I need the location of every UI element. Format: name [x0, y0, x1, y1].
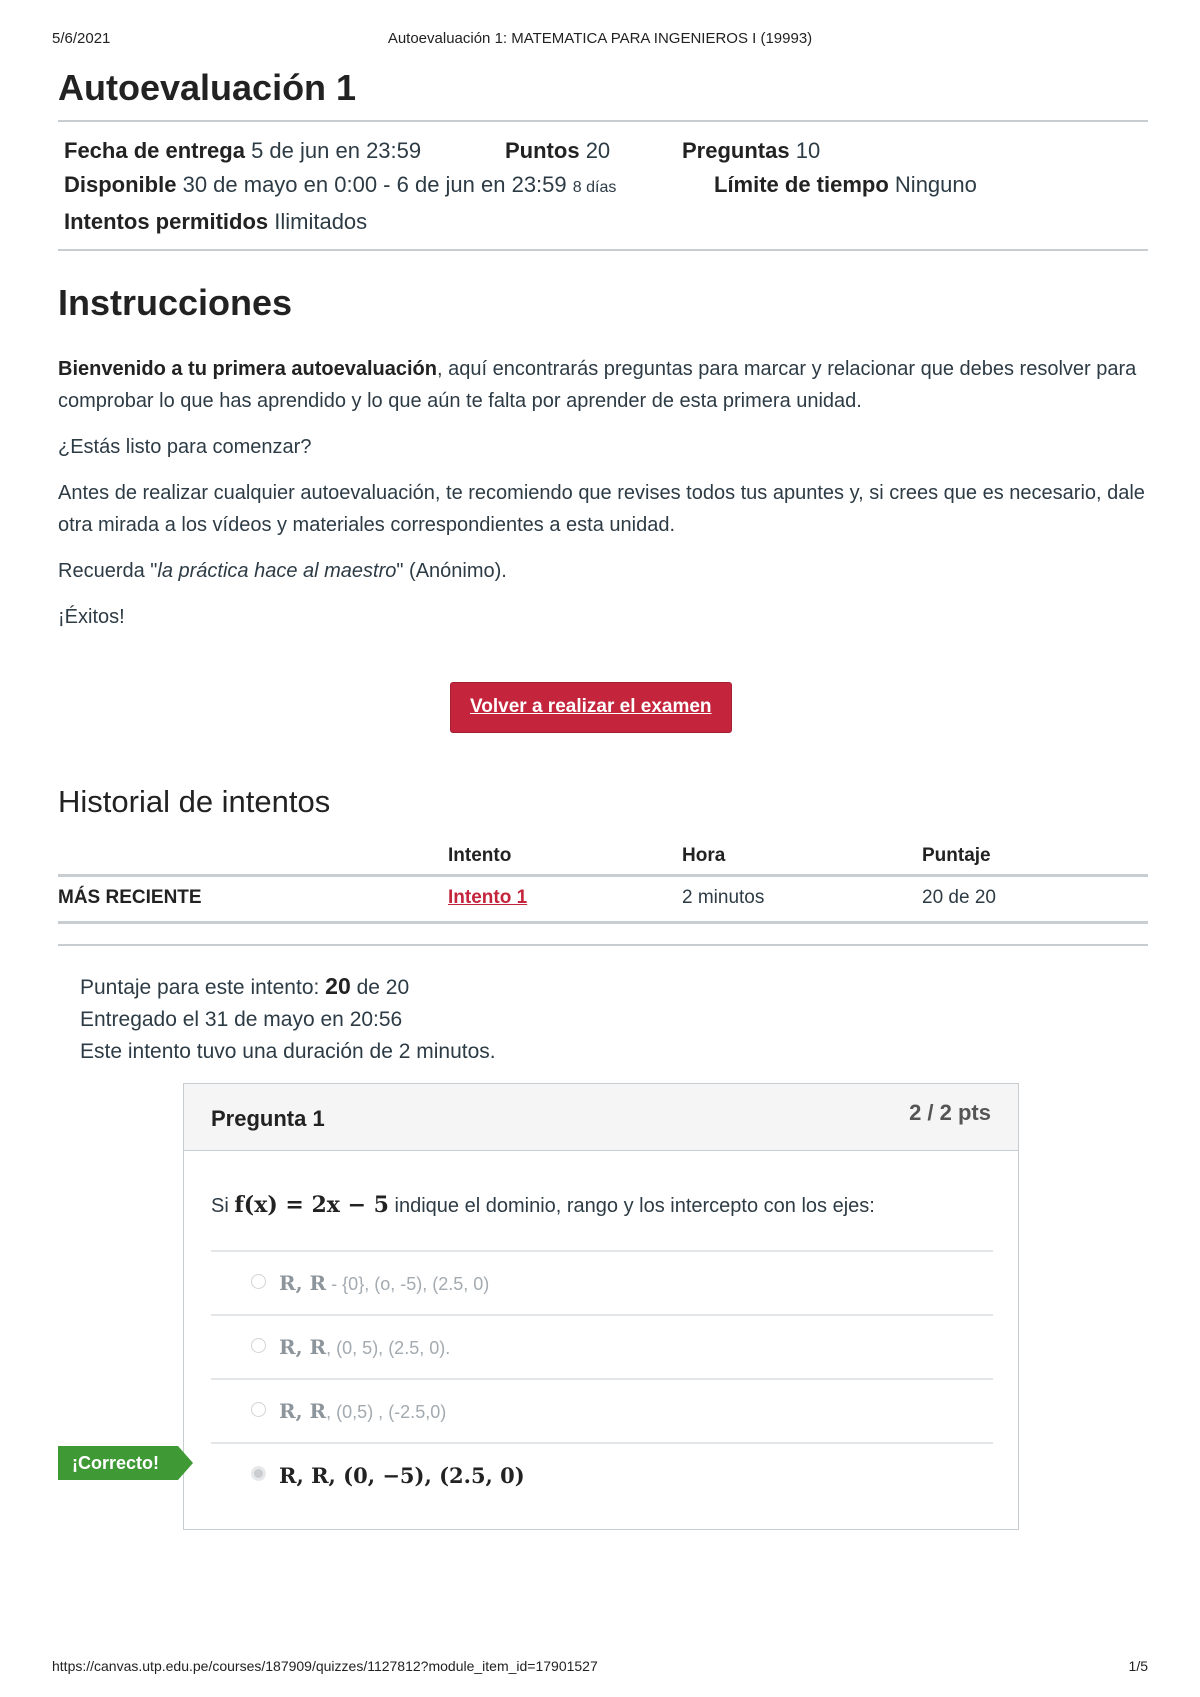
meta-row-2 [64, 168, 1142, 205]
allowed-attempts: Intentos permitidos Ilimitados [64, 209, 368, 234]
answer-option-selected[interactable] [211, 1442, 993, 1506]
quiz-content [58, 64, 1148, 647]
answer-text: R, R, (0,5) , (-2.5,0) [279, 1399, 447, 1423]
instructions-paragraph: Antes de realizar cualquier autoevaluación, te recomiendo que revises todos tus apuntes y, si crees que es necesario, dale otra mirada a los vídeos y materiales correspondientes a esta unidad. [58, 482, 1145, 536]
retake-container [450, 682, 732, 733]
divider [58, 249, 1148, 251]
divider [58, 944, 1148, 946]
question-points: 2 / 2 pts [909, 1100, 991, 1125]
quiz-details [58, 122, 1148, 249]
radio-button-selected[interactable] [251, 1466, 266, 1481]
attempt-score: Puntaje para este intento: 20 de 20 [80, 973, 410, 999]
column-header [58, 844, 448, 876]
score-cell: 20 de 20 [922, 876, 1148, 923]
question-formula: f(x) = 2x − 5 [234, 1192, 389, 1218]
row-label: MÁS RECIENTE [58, 876, 448, 923]
attempt-history-table [58, 844, 1148, 924]
print-footer [52, 1658, 1148, 1674]
column-header: Hora [682, 844, 922, 876]
instructions-paragraph: Recuerda "la práctica hace al maestro" (Anónimo). [58, 560, 507, 582]
history-title: Historial de intentos [58, 784, 331, 819]
page-title: Autoevaluación 1 [58, 67, 357, 108]
retake-quiz-button[interactable]: Volver a realizar el examen [450, 682, 732, 733]
points: Puntos 20 [505, 138, 611, 163]
answer-text: R, R - {0}, (o, -5), (2.5, 0) [279, 1271, 490, 1295]
radio-button[interactable] [251, 1338, 266, 1353]
attempt-submitted: Entregado el 31 de mayo en 20:56 [80, 1008, 403, 1031]
answer-option[interactable] [211, 1314, 993, 1378]
attempt-cell [448, 876, 682, 923]
meta-row-1 [64, 134, 1142, 168]
print-header [52, 30, 1148, 50]
answer-text: R, R, (0, −5), (2.5, 0) [279, 1463, 525, 1488]
print-url: https://canvas.utp.edu.pe/courses/187909/quizzes/1127812?module_item_id=17901527 [52, 1658, 598, 1674]
question-card [183, 1083, 1019, 1530]
instructions-paragraph: ¡Éxitos! [58, 606, 125, 628]
radio-button[interactable] [251, 1274, 266, 1289]
table-row [58, 876, 1148, 923]
answer-text: R, R, (0, 5), (2.5, 0). [279, 1335, 451, 1359]
instructions-title: Instrucciones [58, 282, 293, 323]
correct-label: ¡Correcto! [58, 1446, 178, 1480]
attempt-link[interactable]: Intento 1 [448, 887, 528, 908]
due-date: Fecha de entrega 5 de jun en 23:59 [64, 138, 422, 163]
page-number: 1/5 [1128, 1658, 1148, 1674]
table-header-row [58, 844, 1148, 876]
question-text: Si f(x) = 2x − 5 indique el dominio, rango y los intercepto con los ejes: [211, 1192, 875, 1218]
attempt-summary [80, 970, 496, 1068]
question-count: Preguntas 10 [682, 138, 821, 163]
instructions-paragraph: ¿Estás listo para comenzar? [58, 436, 312, 458]
attempt-duration: Este intento tuvo una duración de 2 minutos. [80, 1040, 496, 1063]
answer-option[interactable] [211, 1378, 993, 1442]
radio-button[interactable] [251, 1402, 266, 1417]
answer-list [211, 1250, 993, 1506]
question-header [184, 1084, 1018, 1151]
question-title: Pregunta 1 [211, 1106, 325, 1131]
column-header: Intento [448, 844, 682, 876]
column-header: Puntaje [922, 844, 1148, 876]
meta-row-3 [64, 205, 1142, 239]
instructions-paragraph: Bienvenido a tu primera autoevaluación, aquí encontrarás preguntas para marcar y relacionar que debes resolver para comprobar lo que has aprendido y lo que aún te falta por aprender de esta primera unidad. [58, 358, 1137, 412]
availability: Disponible 30 de mayo en 0:00 - 6 de jun en 23:59 8 días [64, 172, 617, 197]
answer-option[interactable] [211, 1250, 993, 1314]
print-doc-title: Autoevaluación 1: MATEMATICA PARA INGENIEROS I (19993) [387, 30, 813, 47]
flag-arrow-icon [178, 1446, 193, 1480]
time-limit: Límite de tiempo Ninguno [714, 172, 977, 197]
print-date: 5/6/2021 [52, 30, 111, 47]
instructions-body [58, 353, 1148, 633]
time-cell: 2 minutos [682, 876, 922, 923]
